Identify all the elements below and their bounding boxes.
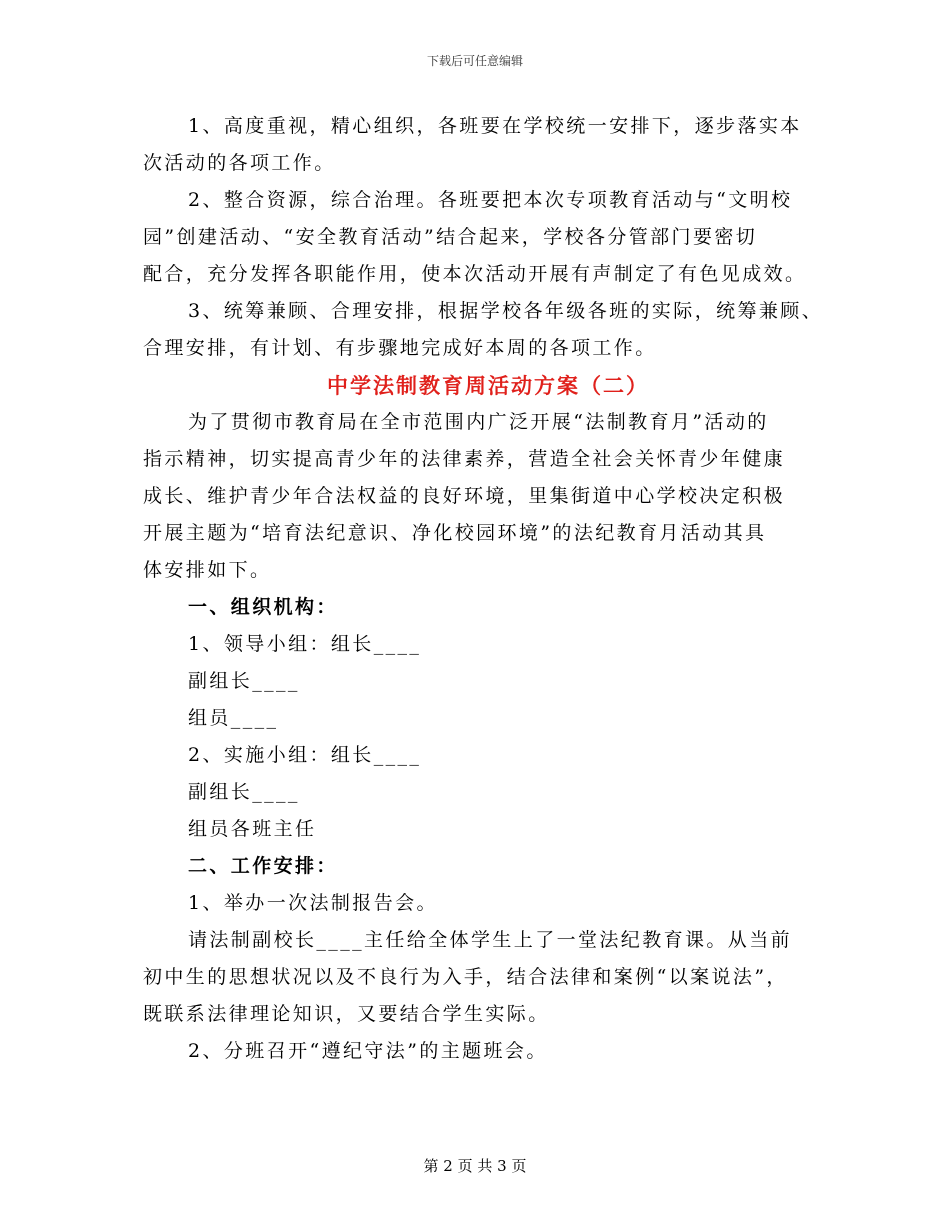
paragraph-line: 2、整合资源，综合治理。各班要把本次专项教育活动与“文明校 — [188, 189, 793, 211]
org-line: 副组长____ — [188, 670, 300, 692]
intro-line: 体安排如下。 — [143, 559, 272, 581]
paragraph-line: 3、统筹兼顾、合理安排，根据学校各年级各班的实际，统筹兼顾、 — [188, 300, 824, 322]
paragraph-line: 合理安排，有计划、有步骤地完成好本周的各项工作。 — [143, 337, 657, 359]
work-line: 2、分班召开“遵纪守法”的主题班会。 — [188, 1040, 548, 1062]
section-heading-organization: 一、组织机构： — [188, 596, 338, 618]
document-body — [143, 108, 833, 1070]
intro-line: 成长、维护青少年合法权益的良好环境，里集街道中心学校决定积极 — [143, 485, 786, 507]
page-number: 第 2 页 共 3 页 — [423, 1157, 527, 1175]
work-line: 初中生的思想状况以及不良行为入手，结合法律和案例“以案说法”， — [143, 966, 788, 988]
header-note: 下载后可任意编辑 — [426, 54, 523, 68]
intro-line: 为了贯彻市教育局在全市范围内广泛开展“法制教育月”活动的 — [188, 411, 769, 433]
paragraph-line: 配合，充分发挥各职能作用，使本次活动开展有声制定了有色见成效。 — [143, 263, 807, 285]
work-line: 请法制副校长____主任给全体学生上了一堂法纪教育课。从当前 — [188, 929, 793, 951]
org-line: 1、领导小组：组长____ — [188, 633, 422, 655]
paragraph-line: 1、高度重视，精心组织，各班要在学校统一安排下，逐步落实本 — [188, 115, 802, 137]
org-line: 2、实施小组：组长____ — [188, 744, 422, 766]
work-line: 1、举办一次法制报告会。 — [188, 892, 438, 914]
intro-line: 开展主题为“培育法纪意识、净化校园环境”的法纪教育月活动其具 — [143, 522, 767, 544]
org-line: 组员各班主任 — [188, 818, 317, 840]
intro-line: 指示精神，切实提高青少年的法律素养，营造全社会关怀青少年健康 — [143, 448, 786, 470]
paragraph-line: 次活动的各项工作。 — [143, 152, 336, 174]
section-heading-work-plan: 二、工作安排： — [188, 855, 338, 877]
work-line: 既联系法律理论知识，又要结合学生实际。 — [143, 1003, 550, 1025]
org-line: 副组长____ — [188, 781, 300, 803]
org-line: 组员____ — [188, 707, 279, 729]
paragraph-line: 园”创建活动、“安全教育活动”结合起来，学校各分管部门要密切 — [143, 226, 758, 248]
document-title: 中学法制教育周活动方案（二） — [327, 373, 649, 398]
